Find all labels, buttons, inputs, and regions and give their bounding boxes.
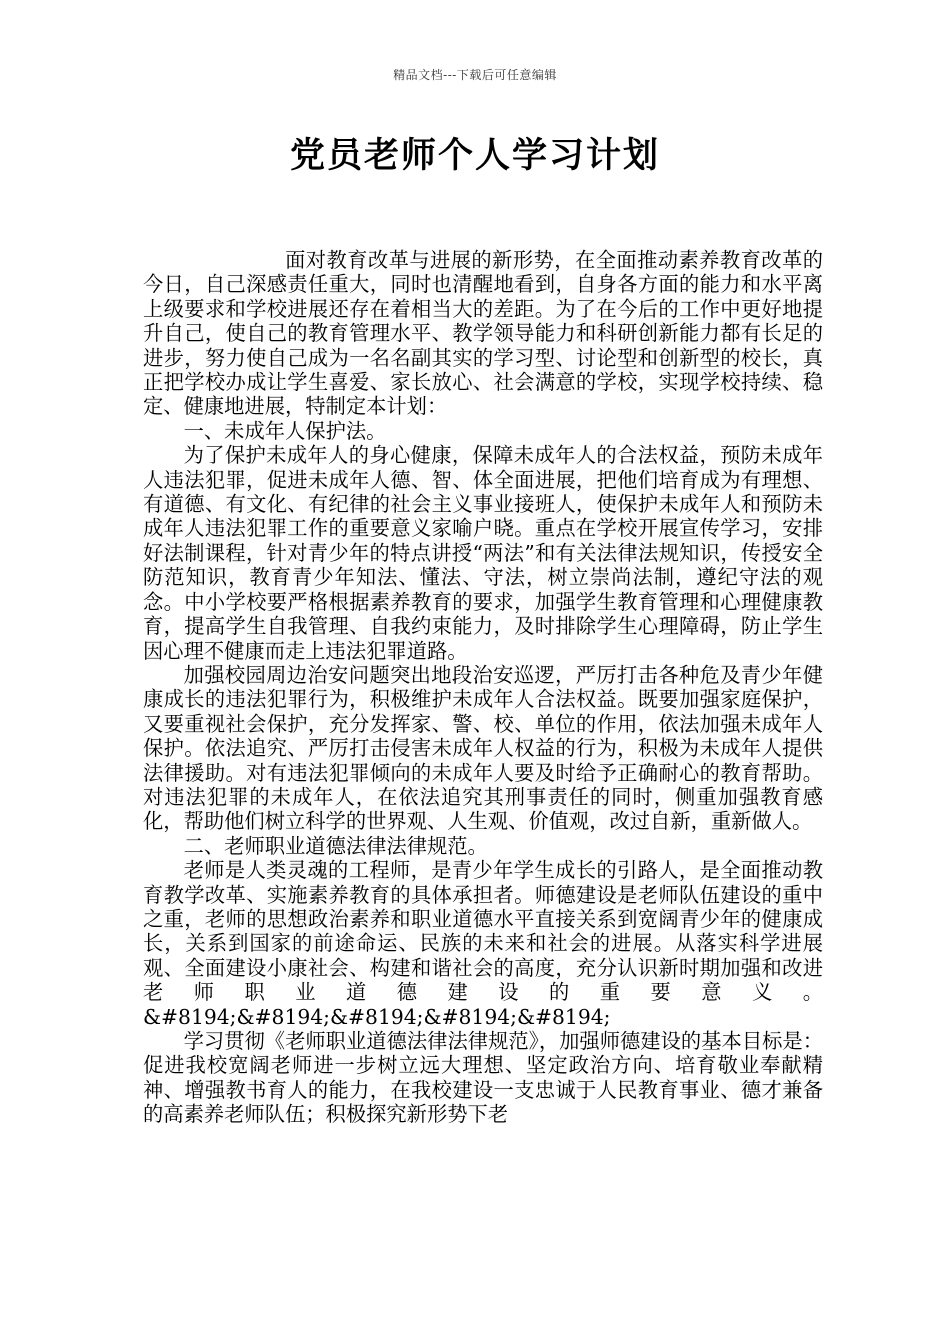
document-body [143,248,823,1127]
paragraph: 加强校园周边治安问题突出地段治安巡逻，严厉打击各种危及青少年健康成长的违法犯罪行为，积极维护未成年人合法权益。既要加强家庭保护，又要重视社会保护，充分发挥家、警、校、单位的作用，依法加强未成年人保护。依法追究、严厉打击侵害未成年人权益的行为，积极为未成年人提供法律援助。对有违法犯罪倾向的未成年人要及时给予正确耐心的教育帮助。对违法犯罪的未成年人，在依法追究其刑事责任的同时，侧重加强教育感化，帮助他们树立科学的世界观、人生观、价值观，改过自新，重新做人。 [143,662,823,834]
paragraph: 为了保护未成年人的身心健康，保障未成年人的合法权益，预防未成年人违法犯罪，促进未成年人德、智、体全面进展，把他们培育成为有理想、有道德、有文化、有纪律的社会主义事业接班人，使保护未成年人和预防未成年人违法犯罪工作的重要意义家喻户晓。重点在学校开展宣传学习，安排好法制课程，针对青少年的特点讲授“两法”和有关法律法规知识，传授安全防范知识，教育青少年知法、懂法、守法，树立崇尚法制，遵纪守法的观念。中小学校要严格根据素养教育的要求，加强学生教育管理和心理健康教育，提高学生自我管理、自我约束能力，及时排除学生心理障碍，防止学生因心理不健康而走上违法犯罪道路。 [143,443,823,663]
section-heading-1: 一、未成年人保护法。 [183,418,387,443]
document-title: 党员老师个人学习计划 [289,135,660,176]
header-note: 精品文档---下载后可任意编辑 [393,68,557,82]
paragraph: 学习贯彻《老师职业道德法律法律规范》，加强师德建设的基本目标是：促进我校宽阔老师进一步树立远大理想、坚定政治方向、培育敬业奉献精神、增强教书育人的能力，在我校建设一支忠诚于人民教育事业、德才兼备的高素养老师队伍；积极探究新形势下老 [143,1029,823,1127]
paragraph: 老师是人类灵魂的工程师，是青少年学生成长的引路人，是全面推动教育教学改革、实施素养教育的具体承担者。师德建设是老师队伍建设的重中之重，老师的思想政治素养和职业道德水平直接关系到宽阔青少年的健康成长，关系到国家的前途命运、民族的未来和社会的进展。从落实科学进展观、全面建设小康社会、构建和谐社会的高度，充分认识新时期加强和改进老师职业道德建设的重要意义。&#8194;&#8194;&#8194;&#8194;&#8194; [143,858,823,1029]
paragraph-intro: 面对教育改革与进展的新形势，在全面推动素养教育改革的今日，自己深感责任重大，同时也清醒地看到，自身各方面的能力和水平离上级要求和学校进展还存在着相当大的差距。为了在今后的工作中更好地提升自己，使自己的教育管理水平、教学领导能力和科研创新能力都有长足的进步，努力使自己成为一名名副其实的学习型、讨论型和创新型的校长，真正把学校办成让学生喜爱、家长放心、社会满意的学校，实现学校持续、稳定、健康地进展，特制定本计划： [143,248,823,419]
section-heading-2: 二、老师职业道德法律法律规范。 [183,833,488,858]
